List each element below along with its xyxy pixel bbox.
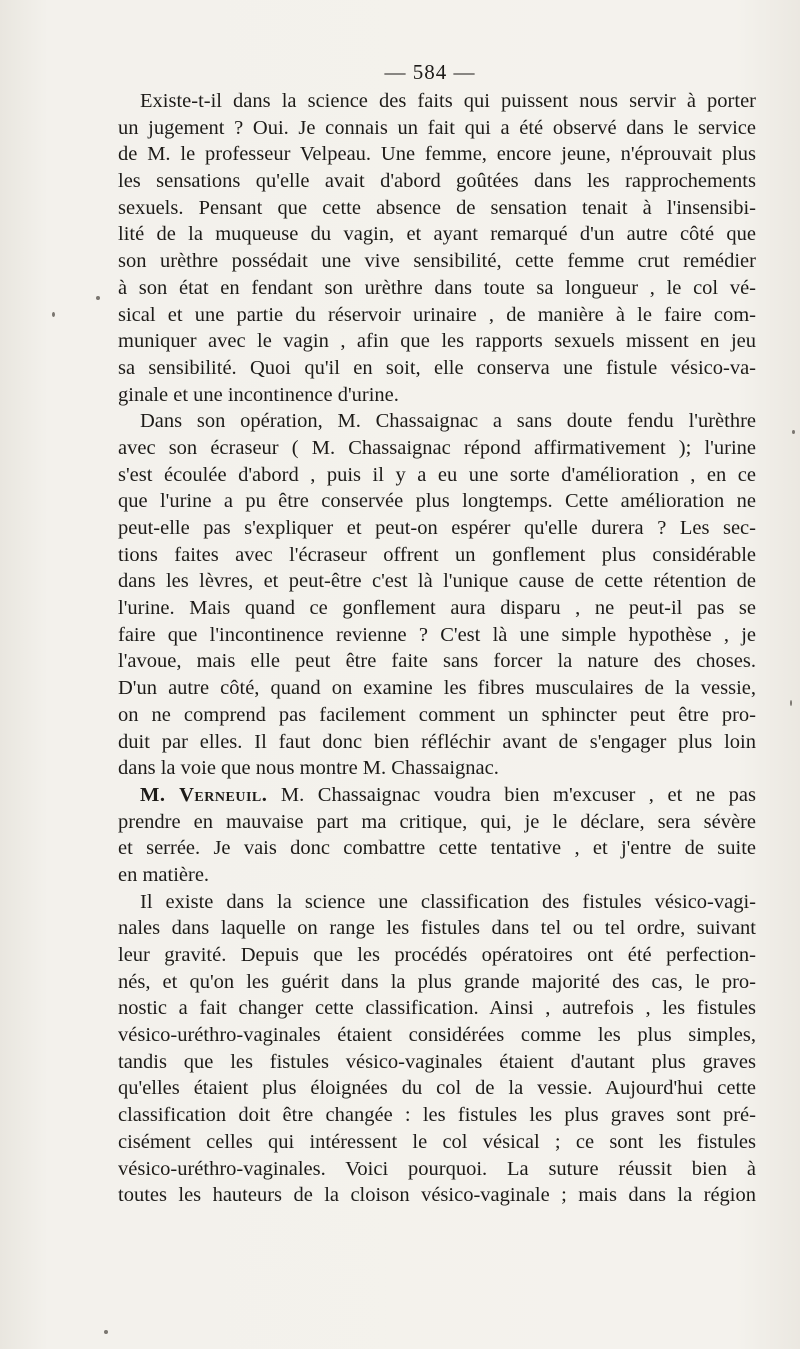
line-text: l'avoue, mais elle peut être faite sans forcer la nature des choses. — [118, 650, 756, 673]
text-line — [118, 915, 756, 942]
line-text: dans la voie que nous montre M. Chassaignac. — [118, 757, 499, 780]
line-text: son urèthre possédait une vive sensibilité, cette femme crut remédier — [118, 250, 756, 273]
text-line — [118, 942, 756, 969]
line-text: et serrée. Je vais donc combattre cette tentative , et j'entre de suite — [118, 837, 756, 860]
ink-speck — [792, 430, 795, 434]
text-line — [118, 248, 756, 275]
line-text: Il existe dans la science une classification des fistules vésico-vagi- — [140, 890, 756, 913]
line-text: prendre en mauvaise part ma critique, qui, je le déclare, sera sévère — [118, 810, 756, 833]
text-line — [118, 88, 756, 115]
line-text: peut-elle pas s'expliquer et peut-on espérer qu'elle durera ? Les sec- — [118, 517, 756, 539]
line-text: vésico-uréthro-vaginales. Voici pourquoi. La suture réussit bien à — [118, 1157, 756, 1180]
line-text: nés, et qu'on les guérit dans la plus grande majorité des cas, le pro- — [118, 970, 756, 993]
line-text: duit par elles. Il faut donc bien réfléchir avant de s'engager plus loin — [118, 730, 756, 753]
text-line — [118, 328, 756, 355]
text-line — [118, 1129, 756, 1156]
text-line — [118, 141, 756, 168]
text-line — [118, 622, 756, 649]
ink-speck — [96, 296, 100, 300]
line-text: que l'urine a pu être conservée plus longtemps. Cette amélioration ne — [118, 490, 756, 513]
text-line — [118, 1102, 756, 1129]
line-text: Existe-t-il dans la science des faits qui puissent nous servir à porter — [140, 90, 756, 112]
line-text: muniquer avec le vagin , afin que les rapports sexuels missent en jeu — [118, 330, 756, 353]
text-line — [118, 408, 756, 435]
page-number: — 584 — — [384, 60, 476, 84]
text-line — [118, 648, 756, 675]
text-line — [118, 782, 756, 809]
line-text: un jugement ? Oui. Je connais un fait qui a été observé dans le service — [118, 116, 756, 139]
text-line — [118, 542, 756, 569]
ink-speck — [790, 700, 792, 706]
text-line — [118, 889, 756, 916]
text-line — [118, 969, 756, 996]
text-line — [118, 1182, 756, 1209]
line-text: les sensations qu'elle avait d'abord goûtées dans les rapprochements — [118, 170, 756, 193]
ink-speck — [104, 1330, 108, 1334]
line-text: s'est écoulée d'abord , puis il y a eu une sorte d'amélioration , en ce — [118, 463, 756, 486]
text-line — [118, 382, 756, 409]
text-line — [118, 1156, 756, 1183]
text-line — [118, 675, 756, 702]
text-line — [118, 729, 756, 756]
ink-speck — [52, 312, 55, 317]
line-text: vésico-uréthro-vaginales étaient considérées comme les plus simples, — [118, 1024, 756, 1047]
text-line — [118, 1049, 756, 1076]
text-line — [118, 355, 756, 382]
text-line — [118, 488, 756, 515]
line-text: Dans son opération, M. Chassaignac a sans doute fendu l'urèthre — [140, 410, 756, 433]
text-line — [118, 221, 756, 248]
line-text: de M. le professeur Velpeau. Une femme, encore jeune, n'éprouvait plus — [118, 143, 756, 166]
speaker-name: M. Verneuil. — [140, 783, 268, 806]
text-line — [118, 435, 756, 462]
line-text: dans les lèvres, et peut-être c'est là l'unique cause de cette rétention de — [118, 570, 756, 593]
line-text: avec son écraseur ( M. Chassaignac répond affirmativement ); l'urine — [118, 436, 756, 459]
line-text: M. Chassaignac voudra bien m'excuser , et ne pas — [267, 783, 756, 806]
line-text: sa sensibilité. Quoi qu'il en soit, elle conserva une fistule vésico-va- — [118, 356, 756, 379]
body-text — [118, 88, 756, 1209]
line-text: l'urine. Mais quand ce gonflement aura disparu , ne peut-il pas se — [118, 597, 756, 620]
text-line — [118, 168, 756, 195]
line-text: cisément celles qui intéressent le col vésical ; ce sont les fistules — [118, 1130, 756, 1153]
line-text: ginale et une incontinence d'urine. — [118, 383, 399, 406]
line-text: en matière. — [118, 863, 210, 886]
text-line — [118, 702, 756, 729]
line-text: faire que l'incontinence revienne ? C'est là une simple hypothèse , je — [118, 623, 756, 646]
line-text: nostic a fait changer cette classification. Ainsi , autrefois , les fistules — [118, 997, 756, 1020]
text-line — [118, 755, 756, 782]
text-line — [118, 275, 756, 302]
line-text: tions faites avec l'écraseur offrent un gonflement plus considérable — [118, 543, 756, 566]
line-text: D'un autre côté, quand on examine les fibres musculaires de la vessie, — [118, 677, 756, 700]
line-text: tandis que les fistules vésico-vaginales étaient d'autant plus graves — [118, 1050, 756, 1073]
line-text: lité de la muqueuse du vagin, et ayant remarqué d'un autre côté que — [118, 223, 756, 246]
line-text: sexuels. Pensant que cette absence de sensation tenait à l'insensibi- — [118, 196, 756, 219]
text-line — [118, 568, 756, 595]
line-text: à son état en fendant son urèthre dans toute sa longueur , le col vé- — [118, 276, 756, 299]
text-line — [118, 195, 756, 222]
text-line — [118, 115, 756, 142]
text-line — [118, 1022, 756, 1049]
text-line — [118, 1075, 756, 1102]
text-line — [118, 302, 756, 329]
line-text: classification doit être changée : les fistules les plus graves sont pré- — [118, 1104, 756, 1127]
line-text: nales dans laquelle on range les fistules dans tel ou tel ordre, suivant — [118, 917, 756, 940]
text-line — [118, 995, 756, 1022]
line-text: toutes les hauteurs de la cloison vésico-vaginale ; mais dans la région — [118, 1184, 756, 1207]
line-text: leur gravité. Depuis que les procédés opératoires ont été perfection- — [118, 944, 756, 966]
text-line — [118, 809, 756, 836]
text-line — [118, 595, 756, 622]
line-text: on ne comprend pas facilement comment un sphincter peut être pro- — [118, 703, 756, 726]
text-line — [118, 835, 756, 862]
text-line — [118, 462, 756, 489]
text-line — [118, 515, 756, 542]
text-line — [118, 862, 756, 889]
line-text: qu'elles étaient plus éloignées du col de la vessie. Aujourd'hui cette — [118, 1077, 756, 1100]
line-text: sical et une partie du réservoir urinaire , de manière à le faire com- — [118, 303, 756, 326]
